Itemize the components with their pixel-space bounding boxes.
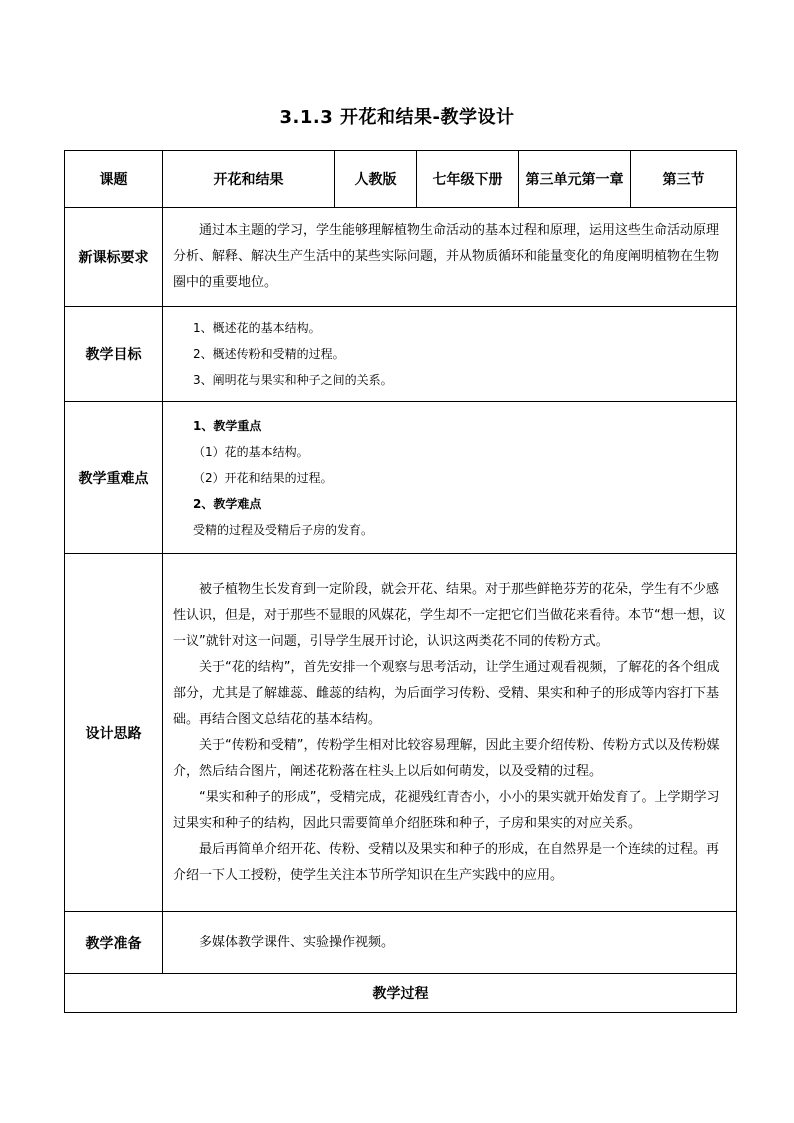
objective-item: 1、概述花的基本结构。 (193, 321, 321, 335)
preparation-text: 多媒体教学课件、实验操作视频。 (199, 934, 395, 950)
key-points-row (65, 402, 737, 554)
design-paragraph: 最后再简单介绍开花、传粉、受精以及果实和种子的形成，在自然界是一个连续的过程。再介绍一下人工授粉，使学生关注本节所学知识在生产实践中的应用。 (173, 841, 720, 883)
standards-cell (163, 208, 737, 307)
design-paragraph: 关于“花的结构”，首先安排一个观察与思考活动，让学生通过观看视频，了解花的各个组成部分，尤其是了解雄蕊、雌蕊的结构，为后面学习传粉、受精、果实和种子的形成等内容打下基础。再结合图文总结花的基本结构。 (173, 659, 720, 727)
topic-name: 开花和结果 (163, 151, 335, 208)
design-cell (163, 554, 737, 912)
objectives-cell (163, 307, 737, 402)
design-label: 设计思路 (65, 554, 163, 912)
focus-item: （1）花的基本结构。 (193, 444, 309, 459)
section: 第三节 (631, 151, 737, 208)
objectives-row (65, 307, 737, 402)
design-paragraph: “果实和种子的形成”，受精完成，花褪残红青杏小，小小的果实就开始发育了。上学期学习过果实和种子的结构，因此只需要简单介绍胚珠和种子，子房和果实的对应关系。 (173, 789, 720, 831)
publisher: 人教版 (335, 151, 417, 208)
standards-text: 通过本主题的学习，学生能够理解植物生命活动的基本过程和原理，运用这些生命活动原理分析、解释、解决生产生活中的某些实际问题，并从物质循环和能量变化的角度阐明植物在生物圈中的重要地位。 (173, 223, 720, 290)
design-paragraph: 关于“传粉和受精”，传粉学生相对比较容易理解，因此主要介绍传粉、传粉方式以及传粉媒介，然后结合图片，阐述花粉落在柱头上以后如何萌发，以及受精的过程。 (173, 737, 720, 779)
unit: 第三单元第一章 (519, 151, 631, 208)
preparation-row (65, 912, 737, 974)
design-paragraph: 被子植物生长发育到一定阶段，就会开花、结果。对于那些鲜艳芬芳的花朵，学生有不少感性认识，但是，对于那些不显眼的风媒花，学生却不一定把它们当做花来看待。本节“想一想，议一议”就针对这一问题，引导学生展开讨论，认识这两类花不同的传粉方式。 (173, 581, 726, 649)
header-row (65, 151, 737, 208)
objectives-label: 教学目标 (65, 307, 163, 402)
key-points-label: 教学重难点 (65, 402, 163, 554)
preparation-cell (163, 912, 737, 974)
difficulty-text: 受精的过程及受精后子房的发育。 (193, 522, 374, 537)
difficulty-title: 2、教学难点 (193, 496, 262, 511)
focus-item: （2）开花和结果的过程。 (193, 470, 333, 485)
lesson-plan-table (64, 150, 737, 1013)
focus-title: 1、教学重点 (193, 418, 262, 433)
document-title: 3.1.3 开花和结果-教学设计 (279, 107, 515, 128)
design-row (65, 554, 737, 912)
objective-item: 2、概述传粉和受精的过程。 (193, 347, 345, 361)
process-row (65, 974, 737, 1013)
key-points-cell (163, 402, 737, 554)
preparation-label: 教学准备 (65, 912, 163, 974)
grade: 七年级下册 (417, 151, 519, 208)
process-heading: 教学过程 (65, 974, 737, 1013)
standards-label: 新课标要求 (65, 208, 163, 307)
label-topic: 课题 (65, 151, 163, 208)
standards-row (65, 208, 737, 307)
objective-item: 3、阐明花与果实和种子之间的关系。 (193, 373, 393, 387)
